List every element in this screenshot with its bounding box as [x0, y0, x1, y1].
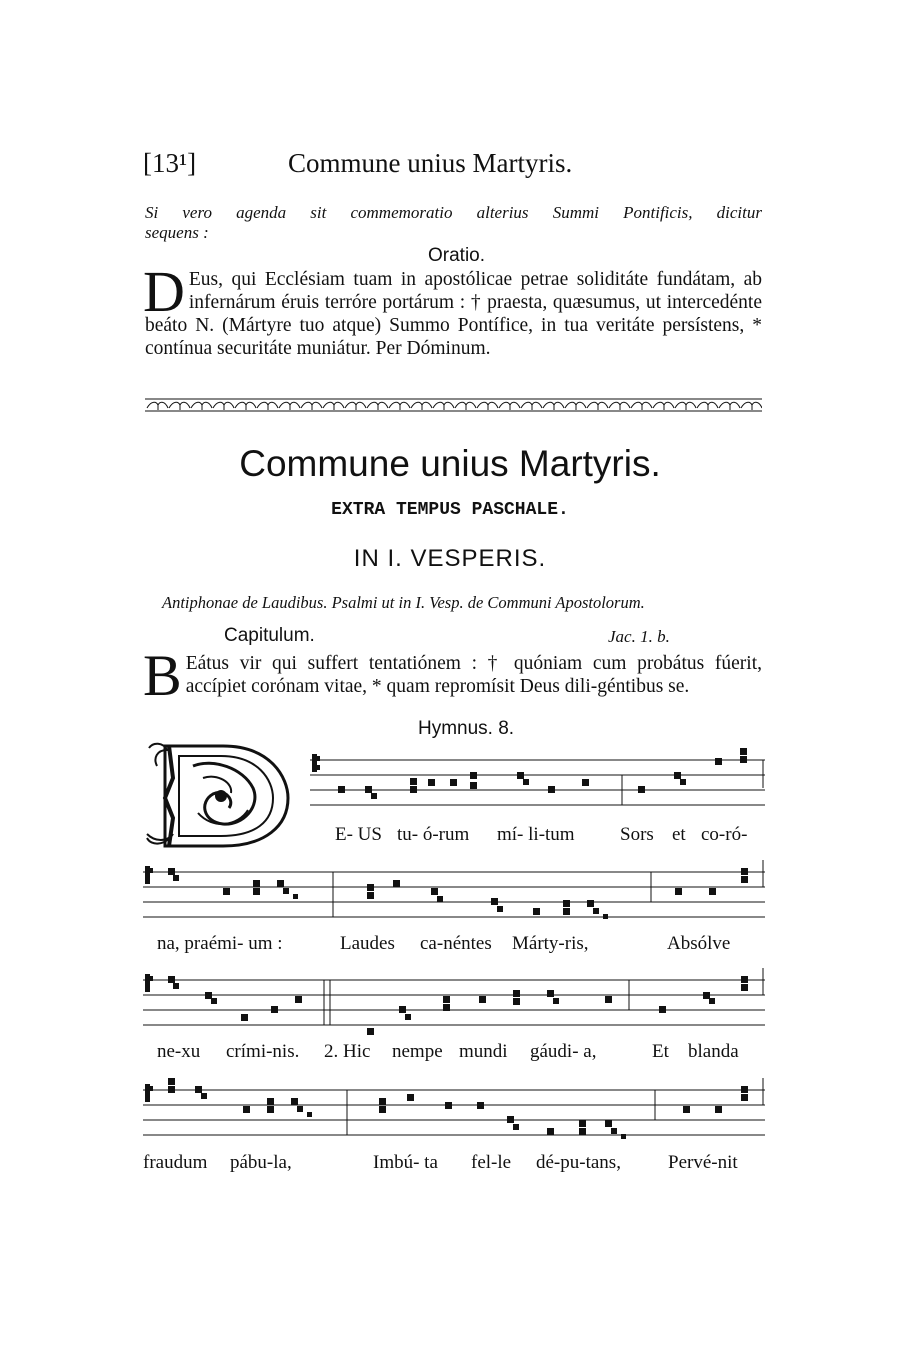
hymn-lyric-1-6: co-ró-	[701, 824, 748, 845]
hymn-lyric-2-5: Absólve	[667, 933, 731, 954]
hymn-lyric-4-6: Pervé-nit	[668, 1152, 738, 1173]
capitulum-text: Eátus vir qui suffert tentatiónem : † quóniam cum probátus fúerit, accípiet corónam vitae, * quam repromísit Deus dili-géntibus se.	[185, 653, 762, 697]
oratio-heading: Oratio.	[428, 245, 486, 266]
hymn-lyric-3-2: crími-nis.	[226, 1041, 300, 1062]
chant-staff-3	[143, 968, 765, 1036]
oratio-text: Eus, qui Ecclésiam tuam in apostólicae petrae soliditáte fundátam, ab infernárum éruis terróre portárum : † praesta, quæsumus, ut intercedénte beáto N. (Mártyre tuo atque) Summo Pontífice, in tua veritáte persístens, * contínua securitáte muniátur. Per Dóminum.	[145, 269, 762, 359]
hymn-lyric-3-6: gáudi- a,	[530, 1041, 597, 1062]
hymn-lyric-3-4: nempe	[392, 1041, 443, 1062]
hymn-lyric-1-5: et	[672, 824, 686, 845]
section-subtitle: EXTRA TEMPUS PASCHALE.	[331, 500, 569, 520]
section-title: Commune unius Martyris.	[239, 443, 661, 484]
ornamental-divider	[145, 398, 762, 412]
capitulum-heading: Capitulum.	[224, 625, 315, 646]
hymn-lyric-2-3: ca-néntes	[420, 933, 492, 954]
page-folio: [13¹]	[143, 148, 197, 178]
hymn-lyric-3-8: blanda	[688, 1041, 739, 1062]
hymn-lyric-4-1: fraudum	[143, 1152, 208, 1173]
hymn-lyric-2-2: Laudes	[340, 933, 395, 954]
hymn-lyric-4-2: pábu-la,	[230, 1152, 292, 1173]
hymn-lyric-3-1: ne-xu	[157, 1041, 201, 1062]
hymn-lyric-3-3: 2. Hic	[324, 1041, 371, 1062]
running-title: Commune unius Martyris.	[288, 148, 573, 178]
ornate-d-initial-icon	[143, 738, 293, 850]
hymn-lyric-4-5: dé-pu-tans,	[536, 1152, 621, 1173]
chant-staff-1	[310, 748, 765, 816]
capitulum-paragraph	[143, 643, 762, 708]
hymn-lyric-3-7: Et	[652, 1041, 669, 1062]
chant-staff-2	[143, 860, 765, 928]
antiphon-rubric: Antiphonae de Laudibus. Psalmi ut in I. Vesp. de Communi Apostolorum.	[162, 593, 645, 612]
capitulum-dropcap: B	[143, 643, 182, 708]
hymn-lyric-1-3: mí- li-tum	[497, 824, 575, 845]
hymn-lyric-3-5: mundi	[459, 1041, 508, 1062]
hymn-lyric-1-2: tu- ó-rum	[397, 824, 470, 845]
hymn-lyric-1-4: Sors	[620, 824, 654, 845]
office-heading: IN I. VESPERIS.	[353, 545, 547, 572]
hymn-heading: Hymnus. 8.	[418, 718, 515, 739]
hymn-lyric-4-3: Imbú- ta	[373, 1152, 438, 1173]
hymn-lyric-1-1: E- US	[335, 824, 382, 845]
hymn-lyric-2-1: na, praémi- um :	[157, 933, 283, 954]
hymn-lyric-2-4: Márty-ris,	[512, 933, 589, 954]
hymn-lyric-4-4: fel-le	[471, 1152, 512, 1173]
rubric-sequens: sequens :	[145, 223, 209, 242]
oratio-paragraph	[143, 259, 762, 360]
oratio-dropcap: D	[143, 259, 185, 324]
chant-staff-4	[143, 1078, 765, 1146]
rubric-commemoratio: Si vero agenda sit commemoratio alterius Summi Pontificis, dicitur	[145, 203, 762, 222]
capitulum-reference: Jac. 1. b.	[608, 627, 670, 646]
